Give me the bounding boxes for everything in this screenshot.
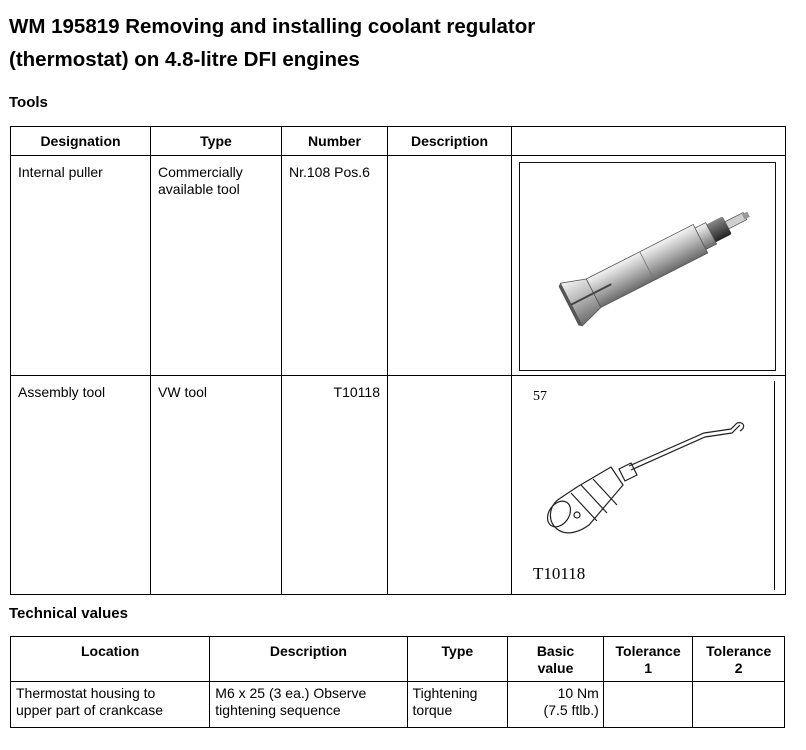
title-line-2: (thermostat) on 4.8-litre DFI engines	[9, 48, 360, 71]
col-location: Location	[11, 637, 210, 682]
internal-puller-icon	[520, 163, 775, 370]
col-type: Type	[407, 637, 508, 682]
tech-header-row	[11, 637, 785, 682]
col-tolerance-1: Tolerance 1	[603, 637, 693, 682]
tolerance-1-cell	[604, 682, 693, 685]
description-cell	[388, 156, 511, 164]
assembly-tool-illustration	[519, 381, 777, 590]
type-cell: Tightening torque	[412, 685, 478, 718]
tools-header-row	[11, 127, 786, 156]
designation-cell: Assembly tool	[18, 384, 106, 400]
type-cell: Commercially available tool	[158, 164, 243, 197]
assembly-tool-icon	[519, 381, 777, 590]
col-basic-value: Basic value	[508, 637, 604, 682]
tolerance-2-cell	[693, 682, 784, 685]
technical-values-heading: Technical values	[9, 605, 128, 622]
col-description: Description	[388, 127, 512, 156]
type-cell: VW tool	[158, 384, 208, 400]
table-row	[11, 682, 785, 728]
technical-values-table	[10, 636, 785, 728]
col-tolerance-2: Tolerance 2	[693, 637, 785, 682]
designation-cell: Internal puller	[18, 164, 103, 180]
col-image	[512, 127, 786, 156]
description-cell	[388, 376, 511, 384]
title-line-1: WM 195819 Removing and installing coolant regulator	[9, 15, 536, 38]
col-number: Number	[282, 127, 388, 156]
number-cell: T10118	[333, 384, 380, 400]
drawing-label-bottom: T10118	[533, 564, 586, 583]
col-type: Type	[151, 127, 282, 156]
drawing-number-top: 57	[533, 389, 547, 404]
number-cell: Nr.108 Pos.6	[289, 164, 370, 180]
basic-value-cell: 10 Nm (7.5 ftlb.)	[543, 685, 599, 718]
tools-heading: Tools	[9, 94, 48, 111]
col-description: Description	[210, 637, 407, 682]
internal-puller-illustration	[519, 162, 776, 371]
col-designation: Designation	[11, 127, 151, 156]
location-cell: Thermostat housing to upper part of crankcase	[16, 685, 164, 718]
description-cell: M6 x 25 (3 ea.) Observe tightening sequence	[215, 685, 367, 718]
page-title	[9, 10, 799, 76]
